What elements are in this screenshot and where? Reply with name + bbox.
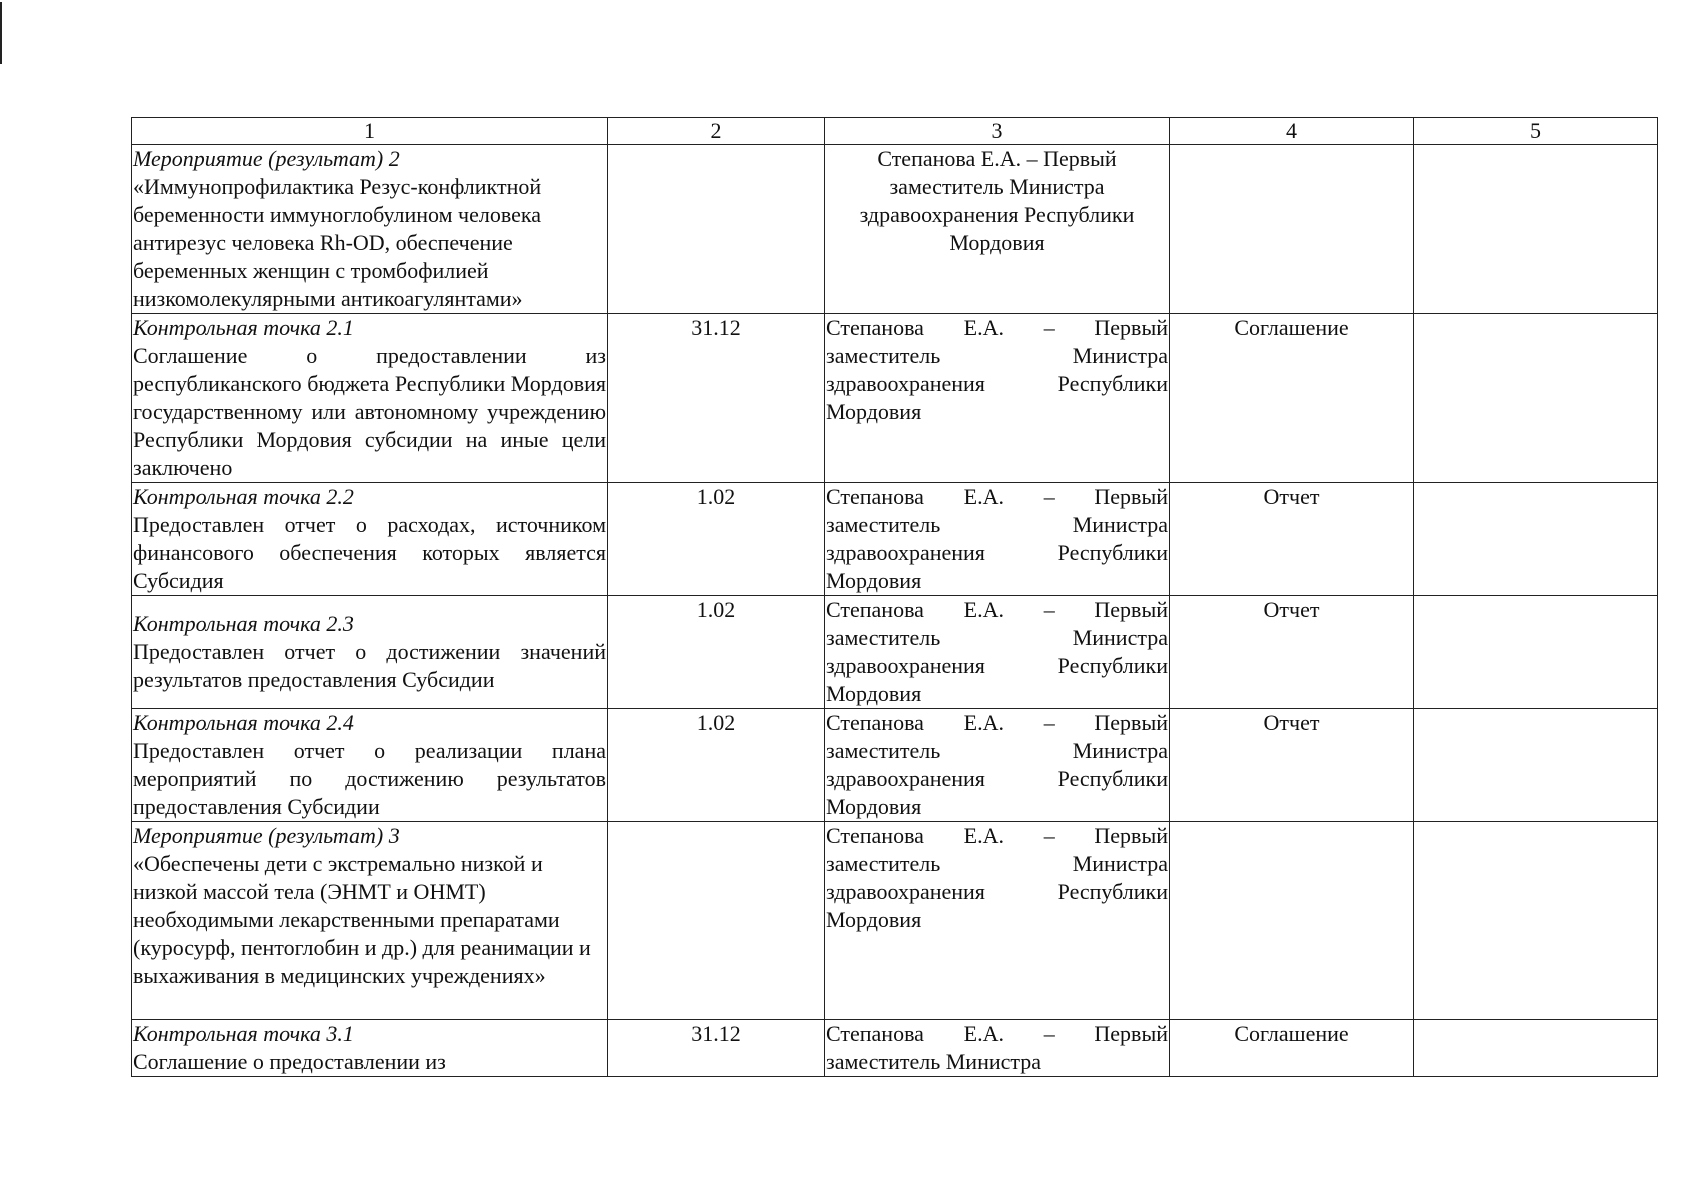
date-cell [608, 822, 825, 1020]
row-description: Соглашение о предоставлении из [133, 1049, 446, 1074]
responsible-cell: Степанова Е.А. – Первый заместитель Министра [825, 1020, 1170, 1077]
col5-cell [1414, 483, 1658, 596]
col5-cell [1414, 145, 1658, 314]
table-row [132, 822, 1658, 1020]
event-cell [132, 822, 608, 1020]
responsible-cell: Степанова Е.А. – Первый заместитель Министра здравоохранения Республики Мордовия [825, 596, 1170, 709]
document-cell [1170, 822, 1414, 1020]
date-cell: 1.02 [608, 596, 825, 709]
row-description: «Иммунопрофилактика Резус-конфликтной беременности иммуноглобулином человека антирезус человека Rh-OD, обеспечение беременных женщин с тромбофилией низкомолекулярными антикоагулянтами» [133, 174, 542, 311]
responsible-cell: Степанова Е.А. – Первый заместитель Министра здравоохранения Республики Мордовия [825, 709, 1170, 822]
row-description: «Обеспечены дети с экстремально низкой и низкой массой тела (ЭНМТ и ОНМТ) необходимыми лекарственными препаратами (куросурф, пентоглобин и др.) для реанимации и выхаживания в медицинских учреждениях» [133, 851, 591, 988]
table-row [132, 314, 1658, 483]
header-row [132, 118, 1658, 145]
document-cell: Отчет [1170, 596, 1414, 709]
col5-cell [1414, 822, 1658, 1020]
header-cell-2: 2 [608, 118, 825, 145]
row-title: Контрольная точка 2.4 [133, 710, 354, 735]
row-description: Предоставлен отчет о достижении значений результатов предоставления Субсидии [133, 639, 606, 692]
scan-edge-mark [0, 2, 2, 64]
header-cell-1: 1 [132, 118, 608, 145]
plan-table [131, 117, 1658, 1077]
header-cell-4: 4 [1170, 118, 1414, 145]
table-row [132, 709, 1658, 822]
event-cell [132, 145, 608, 314]
row-description: Соглашение о предоставлении из республиканского бюджета Республики Мордовия государственному или автономному учреждению Республики Мордовия субсидии на иные цели заключено [133, 343, 606, 480]
col5-cell [1414, 314, 1658, 483]
row-title: Мероприятие (результат) 3 [133, 823, 400, 848]
responsible-cell: Степанова Е.А. – Первый заместитель Министра здравоохранения Республики Мордовия [825, 822, 1170, 1020]
document-cell: Соглашение [1170, 314, 1414, 483]
date-cell: 1.02 [608, 709, 825, 822]
date-cell: 31.12 [608, 314, 825, 483]
col5-cell [1414, 709, 1658, 822]
row-title: Контрольная точка 3.1 [133, 1021, 354, 1046]
table-row [132, 1020, 1658, 1077]
event-cell [132, 596, 608, 709]
row-title: Контрольная точка 2.2 [133, 484, 354, 509]
col5-cell [1414, 596, 1658, 709]
responsible-cell: Степанова Е.А. – Первый заместитель Министра здравоохранения Республики Мордовия [825, 314, 1170, 483]
row-title: Контрольная точка 2.1 [133, 315, 354, 340]
table-row [132, 596, 1658, 709]
date-cell: 31.12 [608, 1020, 825, 1077]
date-cell [608, 145, 825, 314]
document-cell: Соглашение [1170, 1020, 1414, 1077]
document-cell: Отчет [1170, 483, 1414, 596]
document-cell [1170, 145, 1414, 314]
row-title: Контрольная точка 2.3 [133, 611, 354, 636]
responsible-cell: Степанова Е.А. – Первый заместитель Министра здравоохранения Республики Мордовия [825, 145, 1170, 314]
event-cell [132, 314, 608, 483]
date-cell: 1.02 [608, 483, 825, 596]
responsible-cell: Степанова Е.А. – Первый заместитель Министра здравоохранения Республики Мордовия [825, 483, 1170, 596]
event-cell [132, 483, 608, 596]
document-cell: Отчет [1170, 709, 1414, 822]
col5-cell [1414, 1020, 1658, 1077]
row-description: Предоставлен отчет о расходах, источником финансового обеспечения которых является Субсидия [133, 512, 606, 593]
row-description: Предоставлен отчет о реализации плана мероприятий по достижению результатов предоставления Субсидии [133, 738, 606, 819]
table-row [132, 145, 1658, 314]
row-title: Мероприятие (результат) 2 [133, 146, 400, 171]
event-cell [132, 709, 608, 822]
table-row [132, 483, 1658, 596]
event-cell [132, 1020, 608, 1077]
header-cell-5: 5 [1414, 118, 1658, 145]
header-cell-3: 3 [825, 118, 1170, 145]
